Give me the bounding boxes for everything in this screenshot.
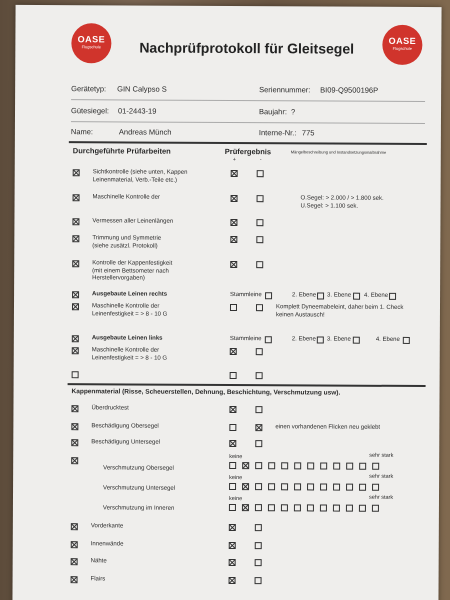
scale-vu-box-0[interactable] bbox=[229, 483, 236, 490]
vo-keine: keine bbox=[229, 454, 243, 461]
check-bu[interactable] bbox=[71, 439, 78, 446]
rechts-e3: 3. Ebene bbox=[327, 292, 352, 299]
row-bo: Beschädigung Obersegel bbox=[91, 423, 159, 430]
name-label: Name: bbox=[70, 127, 94, 137]
check-vorderkante[interactable] bbox=[71, 523, 78, 530]
scale-vo-box-4[interactable] bbox=[281, 462, 288, 469]
minus-maschinelle-kontrolle[interactable] bbox=[257, 195, 264, 202]
scale-vu-box-6[interactable] bbox=[307, 483, 314, 490]
check-naehte[interactable] bbox=[71, 558, 78, 565]
row-innenwaende: Innenwände bbox=[90, 541, 124, 548]
row-naehte: Nähte bbox=[90, 558, 107, 565]
scale-vu-box-10[interactable] bbox=[359, 484, 366, 491]
scale-vo-box-1[interactable] bbox=[242, 462, 249, 469]
row-vo: Verschmutzung Obersegel bbox=[103, 465, 174, 472]
scale-vo-box-2[interactable] bbox=[255, 462, 262, 469]
rechts-e4-box[interactable] bbox=[389, 293, 396, 300]
minus-bu[interactable] bbox=[255, 440, 262, 447]
scale-vo-box-7[interactable] bbox=[320, 462, 327, 469]
oase-logo-left: OASE Flugschule bbox=[71, 23, 111, 63]
name-value: Andreas Münch bbox=[118, 127, 172, 137]
vi-keine: keine bbox=[228, 496, 243, 503]
minus-mk-rechts[interactable] bbox=[256, 304, 263, 311]
links-e3-box[interactable] bbox=[353, 337, 360, 344]
plus-innenwaende[interactable] bbox=[229, 542, 236, 549]
rechts-stammleine: Stammleine bbox=[230, 292, 262, 299]
scale-vi-box-4[interactable] bbox=[281, 504, 288, 511]
scale-vi-box-10[interactable] bbox=[359, 505, 366, 512]
links-e4: 4. Ebene bbox=[375, 336, 400, 343]
row-leinen-rechts: Ausgebaute Leinen rechts bbox=[92, 291, 168, 298]
vu-sehr-stark: sehr stark bbox=[369, 473, 394, 480]
links-stammleine: Stammleine bbox=[229, 336, 262, 343]
plus-sichtkontrolle[interactable] bbox=[231, 170, 238, 177]
scale-vo-box-3[interactable] bbox=[268, 462, 275, 469]
minus-mk-links[interactable] bbox=[256, 348, 263, 355]
baujahr-label: Baujahr: bbox=[258, 107, 287, 117]
plus-mk-rechts[interactable] bbox=[230, 304, 237, 311]
scale-vi-box-8[interactable] bbox=[333, 505, 340, 512]
scale-vu-box-7[interactable] bbox=[320, 483, 327, 490]
minus-naehte[interactable] bbox=[255, 559, 262, 566]
rechts-stammleine-box[interactable] bbox=[265, 292, 272, 299]
row-vorderkante: Vorderkante bbox=[90, 523, 124, 530]
row-vu: Verschmutzung Untersegel bbox=[103, 485, 176, 492]
minus-kappenfestigkeit[interactable] bbox=[256, 261, 263, 268]
note-flicken: einen vorhandenen Flicken neu geklebt bbox=[275, 424, 381, 431]
row-flairs: Flairs bbox=[90, 576, 106, 583]
seriennummer-value: BI09-Q9500196P bbox=[320, 85, 379, 95]
minus-vermessen[interactable] bbox=[256, 219, 263, 226]
scale-vu-box-4[interactable] bbox=[281, 483, 288, 490]
minus-sichtkontrolle[interactable] bbox=[257, 170, 264, 177]
col-pruefarbeiten: Durchgeführte Prüfarbeiten bbox=[72, 146, 171, 156]
scale-vi-box-6[interactable] bbox=[307, 504, 314, 511]
check-leinen-links[interactable] bbox=[72, 335, 79, 342]
row-bu: Beschädigung Untersegel bbox=[91, 439, 161, 446]
check-leinen-rechts[interactable] bbox=[72, 291, 79, 298]
scale-vo-box-8[interactable] bbox=[333, 463, 340, 470]
vu-keine: keine bbox=[229, 475, 243, 482]
scale-vu-box-11[interactable] bbox=[372, 484, 379, 491]
check-flairs[interactable] bbox=[71, 576, 78, 583]
minus-vorderkante[interactable] bbox=[255, 524, 262, 531]
plus-flairs[interactable] bbox=[229, 577, 236, 584]
geraetetyp-value: GIN Calypso S bbox=[117, 84, 167, 94]
note-untersegel: U.Segel: > 1.100 sek. bbox=[300, 203, 359, 210]
minus-ueberdruck[interactable] bbox=[255, 406, 262, 413]
scale-vi-box-1[interactable] bbox=[242, 504, 249, 511]
minus-bo[interactable] bbox=[255, 424, 262, 431]
links-e4-box[interactable] bbox=[403, 337, 410, 344]
links-e3: 3. Ebene bbox=[326, 336, 351, 343]
links-stammleine-box[interactable] bbox=[265, 336, 272, 343]
scale-vo-box-11[interactable] bbox=[372, 463, 379, 470]
page-title: Nachprüfprotokoll für Gleitsegel bbox=[139, 39, 355, 57]
minus-flairs[interactable] bbox=[255, 577, 262, 584]
row-vermessen: Vermessen aller Leinenlängen bbox=[92, 218, 174, 225]
scale-vo-box-6[interactable] bbox=[307, 462, 314, 469]
rechts-e3-box[interactable] bbox=[353, 293, 360, 300]
scale-vu-box-1[interactable] bbox=[242, 483, 249, 490]
seriennummer-label: Seriennummer: bbox=[259, 85, 311, 95]
scale-vu-box-8[interactable] bbox=[333, 484, 340, 491]
links-e2-box[interactable] bbox=[317, 336, 324, 343]
col-pruefergebnis: Prüfergebnis bbox=[224, 146, 272, 157]
rechts-e2: 2. Ebene bbox=[292, 292, 317, 299]
scale-vu-box-5[interactable] bbox=[294, 483, 301, 490]
scale-vu-box-2[interactable] bbox=[255, 483, 262, 490]
minus-trimmung[interactable] bbox=[256, 236, 263, 243]
scale-vo-box-9[interactable] bbox=[346, 463, 353, 470]
row-trimmung: Trimmung und Symmetrie (siehe zusätzl. Protokoll) bbox=[92, 235, 162, 250]
row-vi: Verschmutzung im Inneren bbox=[102, 505, 175, 512]
plus-vorderkante[interactable] bbox=[229, 524, 236, 531]
scale-vi-box-5[interactable] bbox=[294, 504, 301, 511]
interne-value: 775 bbox=[301, 128, 315, 138]
row-mk-links: Maschinelle Kontrolle der Leinenfestigkeit = > 8 - 10 G bbox=[91, 347, 168, 362]
vi-sehr-stark: sehr stark bbox=[368, 494, 394, 501]
plus-mk-links[interactable] bbox=[230, 348, 237, 355]
rechts-e2-box[interactable] bbox=[317, 292, 324, 299]
scale-vo-box-10[interactable] bbox=[359, 463, 366, 470]
plus-trimmung[interactable] bbox=[230, 236, 237, 243]
check-vermessen[interactable] bbox=[72, 218, 79, 225]
scale-vi-box-7[interactable] bbox=[320, 504, 327, 511]
vo-sehr-stark: sehr stark bbox=[369, 452, 394, 459]
protocol-sheet bbox=[12, 5, 441, 600]
interne-label: Interne-Nr.: bbox=[258, 128, 297, 138]
scale-vo-box-5[interactable] bbox=[294, 462, 301, 469]
check-bo[interactable] bbox=[71, 423, 78, 430]
plus-vermessen[interactable] bbox=[230, 219, 237, 226]
scale-vi-box-2[interactable] bbox=[255, 504, 262, 511]
note-obersegel: O.Segel: > 2.000 / > 1.800 sek. bbox=[300, 195, 384, 202]
guetesiegel-label: Gütesiegel: bbox=[70, 106, 109, 116]
geraetetyp-label: Gerätetyp: bbox=[71, 84, 107, 94]
col-maengel: Mängelbeschreibung und Instandsetzungsmaßnahme bbox=[290, 149, 387, 155]
scale-vi-box-0[interactable] bbox=[229, 504, 236, 511]
check-kappenfestigkeit[interactable] bbox=[72, 260, 79, 267]
check-innenwaende[interactable] bbox=[71, 541, 78, 548]
check-empty-row[interactable] bbox=[72, 371, 79, 378]
plus-naehte[interactable] bbox=[229, 559, 236, 566]
plus-kappenfestigkeit[interactable] bbox=[230, 261, 237, 268]
note-dyneema: Komplett Dyneemabeleint, daher beim 1. Check keinen Austausch! bbox=[275, 304, 404, 319]
row-maschinelle-kontrolle: Maschinelle Kontrolle der bbox=[92, 194, 160, 201]
plus-header: + bbox=[232, 157, 236, 164]
scale-vo-box-0[interactable] bbox=[229, 462, 236, 469]
baujahr-value: ? bbox=[290, 107, 296, 117]
plus-bu[interactable] bbox=[229, 440, 236, 447]
scale-vi-box-11[interactable] bbox=[372, 505, 379, 512]
plus-maschinelle-kontrolle[interactable] bbox=[231, 195, 238, 202]
check-trimmung[interactable] bbox=[72, 235, 79, 242]
kappenmaterial-heading: Kappenmaterial (Risse, Scheuerstellen, Dehnung, Beschichtung, Verschmutzung usw). bbox=[71, 388, 341, 397]
minus-empty-row[interactable] bbox=[256, 372, 263, 379]
plus-ueberdruck[interactable] bbox=[229, 406, 236, 413]
minus-innenwaende[interactable] bbox=[255, 542, 262, 549]
check-sichtkontrolle[interactable] bbox=[73, 169, 80, 176]
row-mk-rechts: Maschinelle Kontrolle der Leinenfestigkeit = > 8 - 10 G bbox=[91, 303, 168, 318]
oase-logo-right: OASE Flugschule bbox=[382, 25, 422, 65]
check-maschinelle-kontrolle[interactable] bbox=[73, 194, 80, 201]
links-e2: 2. Ebene bbox=[291, 336, 316, 343]
scale-vu-box-3[interactable] bbox=[268, 483, 275, 490]
minus-header: - bbox=[259, 157, 262, 164]
row-kappenfestigkeit: Kontrolle der Kappenfestigkeit (mit einem Bettsometer nach Herstellervorgaben) bbox=[92, 260, 173, 282]
row-ueberdruck: Überdrucktest bbox=[91, 405, 129, 412]
scale-vu-box-9[interactable] bbox=[346, 484, 353, 491]
row-sichtkontrolle: Sichtkontrolle (siehe unten, Kappen Leinenmaterial, Verb.-Teile etc.) bbox=[92, 169, 188, 184]
guetesiegel-value: 01-2443-19 bbox=[117, 106, 157, 116]
scale-vi-box-3[interactable] bbox=[268, 504, 275, 511]
rechts-e4: 4. Ebene bbox=[364, 292, 389, 299]
row-leinen-links: Ausgebaute Leinen links bbox=[91, 335, 163, 342]
check-verschmutzung[interactable] bbox=[71, 457, 78, 464]
plus-empty-row[interactable] bbox=[230, 372, 237, 379]
plus-bo[interactable] bbox=[229, 424, 236, 431]
scale-vi-box-9[interactable] bbox=[346, 505, 353, 512]
check-mk-links[interactable] bbox=[72, 347, 79, 354]
check-mk-rechts[interactable] bbox=[72, 303, 79, 310]
check-ueberdruck[interactable] bbox=[71, 405, 78, 412]
